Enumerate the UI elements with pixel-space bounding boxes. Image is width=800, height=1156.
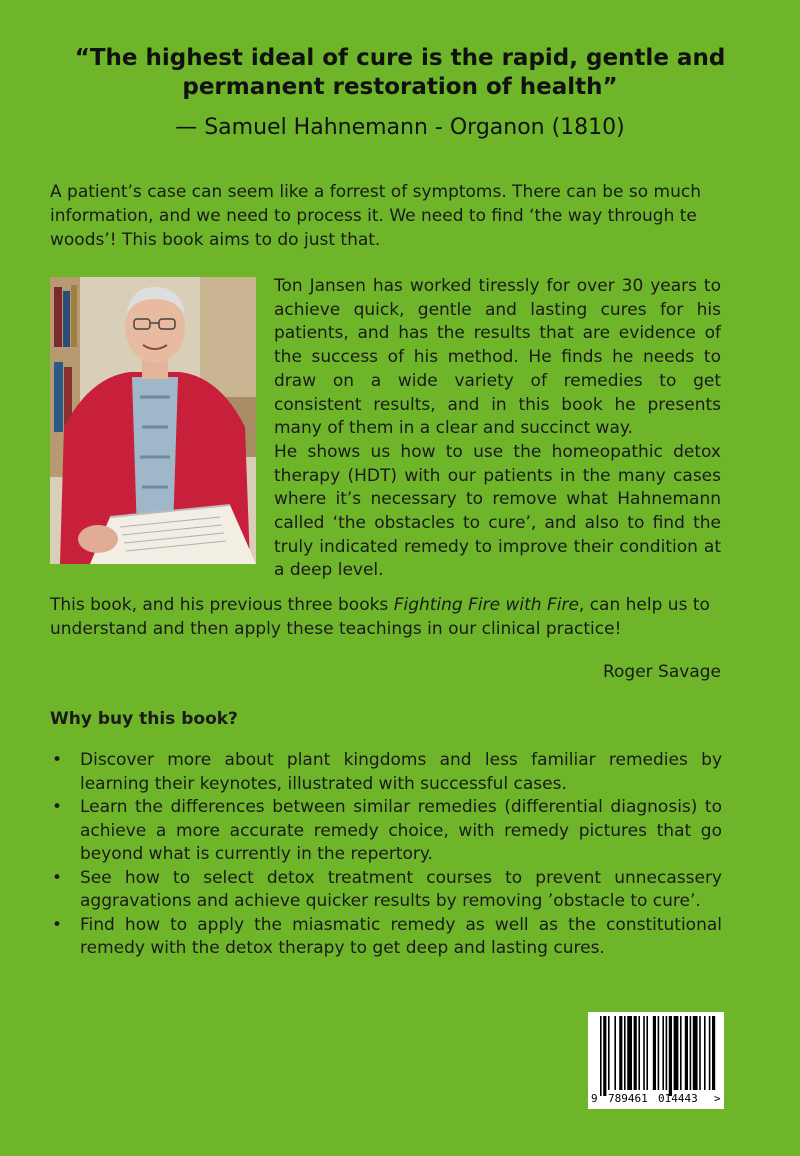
barcode-bar <box>693 1016 698 1090</box>
barcode-bar <box>669 1016 672 1096</box>
intro-paragraph: A patient’s case can seem like a forrest of symptoms. There can be so much information, and we need to process it. We need to find ‘the way through te woods’! This book aims to do just that. <box>50 182 701 250</box>
benefit-item: • See how to select detox treatment courses to prevent unnecassery aggravations and achieve quicker results by removing ’obstacle to cure’. <box>50 867 722 914</box>
barcode-bar <box>646 1016 648 1090</box>
author-bio <box>274 275 721 583</box>
barcode-bar <box>600 1016 602 1096</box>
previous-books-paragraph <box>50 593 730 641</box>
quote-line-2: permanent restoration of health” <box>182 74 618 100</box>
barcode-bar <box>685 1016 688 1090</box>
author-photo <box>50 277 256 564</box>
benefit-list <box>50 749 722 961</box>
barcode-bar <box>627 1016 632 1090</box>
barcode-bar <box>634 1016 637 1090</box>
epigraph-quote <box>40 44 760 102</box>
barcode-digits-left: 789461 <box>608 1092 648 1105</box>
reviewer-signature: Roger Savage <box>602 662 721 682</box>
barcode-bar <box>638 1016 640 1090</box>
benefit-item: • Find how to apply the miasmatic remedy as well as the constitutional remedy with the detox therapy to get deep and lasting cures. <box>50 914 722 961</box>
benefit-item: • Learn the differences between similar remedies (differential diagnosis) to achieve a more accurate remedy choice, with remedy pictures that go beyond what is currently in the repertory. <box>50 796 722 867</box>
barcode-bar <box>643 1016 645 1090</box>
barcode-bar <box>624 1016 626 1090</box>
barcode-digits <box>588 1090 724 1108</box>
barcode-bar <box>608 1016 610 1090</box>
why-buy-heading: Why buy this book? <box>50 709 238 729</box>
barcode-bar <box>603 1016 606 1096</box>
barcode-bar <box>699 1016 701 1090</box>
barcode-bar <box>690 1016 692 1090</box>
bio-paragraph-1: Ton Jansen has worked tiressly for over 30 years to achieve quick, gentle and lasting cures for his patients, and has the results that are evidence of the success of his method. He finds he needs to draw on a wide variety of remedies to get consistent results, and in this book he presents many of them in a clear and succinct way. <box>274 276 721 439</box>
barcode-digit-end: > <box>714 1092 721 1105</box>
quote-line-1: “The highest ideal of cure is the rapid, gentle and <box>74 45 726 71</box>
barcode-bar <box>674 1016 679 1090</box>
barcode-bar <box>662 1016 664 1090</box>
barcode-bar <box>619 1016 622 1090</box>
bio-paragraph-2: He shows us how to use the homeopathic detox therapy (HDT) with our patients in the many cases where it’s necessary to remove what Hahnemann called ‘the obstacles to cure’, and also to find the truly indicated remedy to improve their condition at a deep level. <box>274 441 721 581</box>
barcode-bar <box>658 1016 660 1090</box>
barcode-digit-lead: 9 <box>591 1092 598 1105</box>
isbn-barcode <box>588 1012 724 1109</box>
barcode-bar <box>680 1016 682 1090</box>
barcode-bar <box>709 1016 711 1090</box>
previous-books-text-before: This book, and his previous three books <box>50 595 394 615</box>
quote-attribution: — Samuel Hahnemann - Organon (1810) <box>175 115 625 140</box>
previous-books-text-after: , can help us to understand and then apply these teachings in our clinical practice! <box>50 595 710 639</box>
benefit-item: • Discover more about plant kingdoms and less familiar remedies by learning their keynotes, illustrated with successful cases. <box>50 749 722 796</box>
barcode-digits-right: 014443 <box>658 1092 698 1105</box>
barcode-bar <box>666 1016 668 1090</box>
barcode-bar <box>653 1016 656 1090</box>
barcode-bar <box>614 1016 616 1090</box>
previous-books-title: Fighting Fire with Fire <box>393 595 579 615</box>
barcode-bar <box>712 1016 715 1090</box>
barcode-bar <box>704 1016 706 1090</box>
